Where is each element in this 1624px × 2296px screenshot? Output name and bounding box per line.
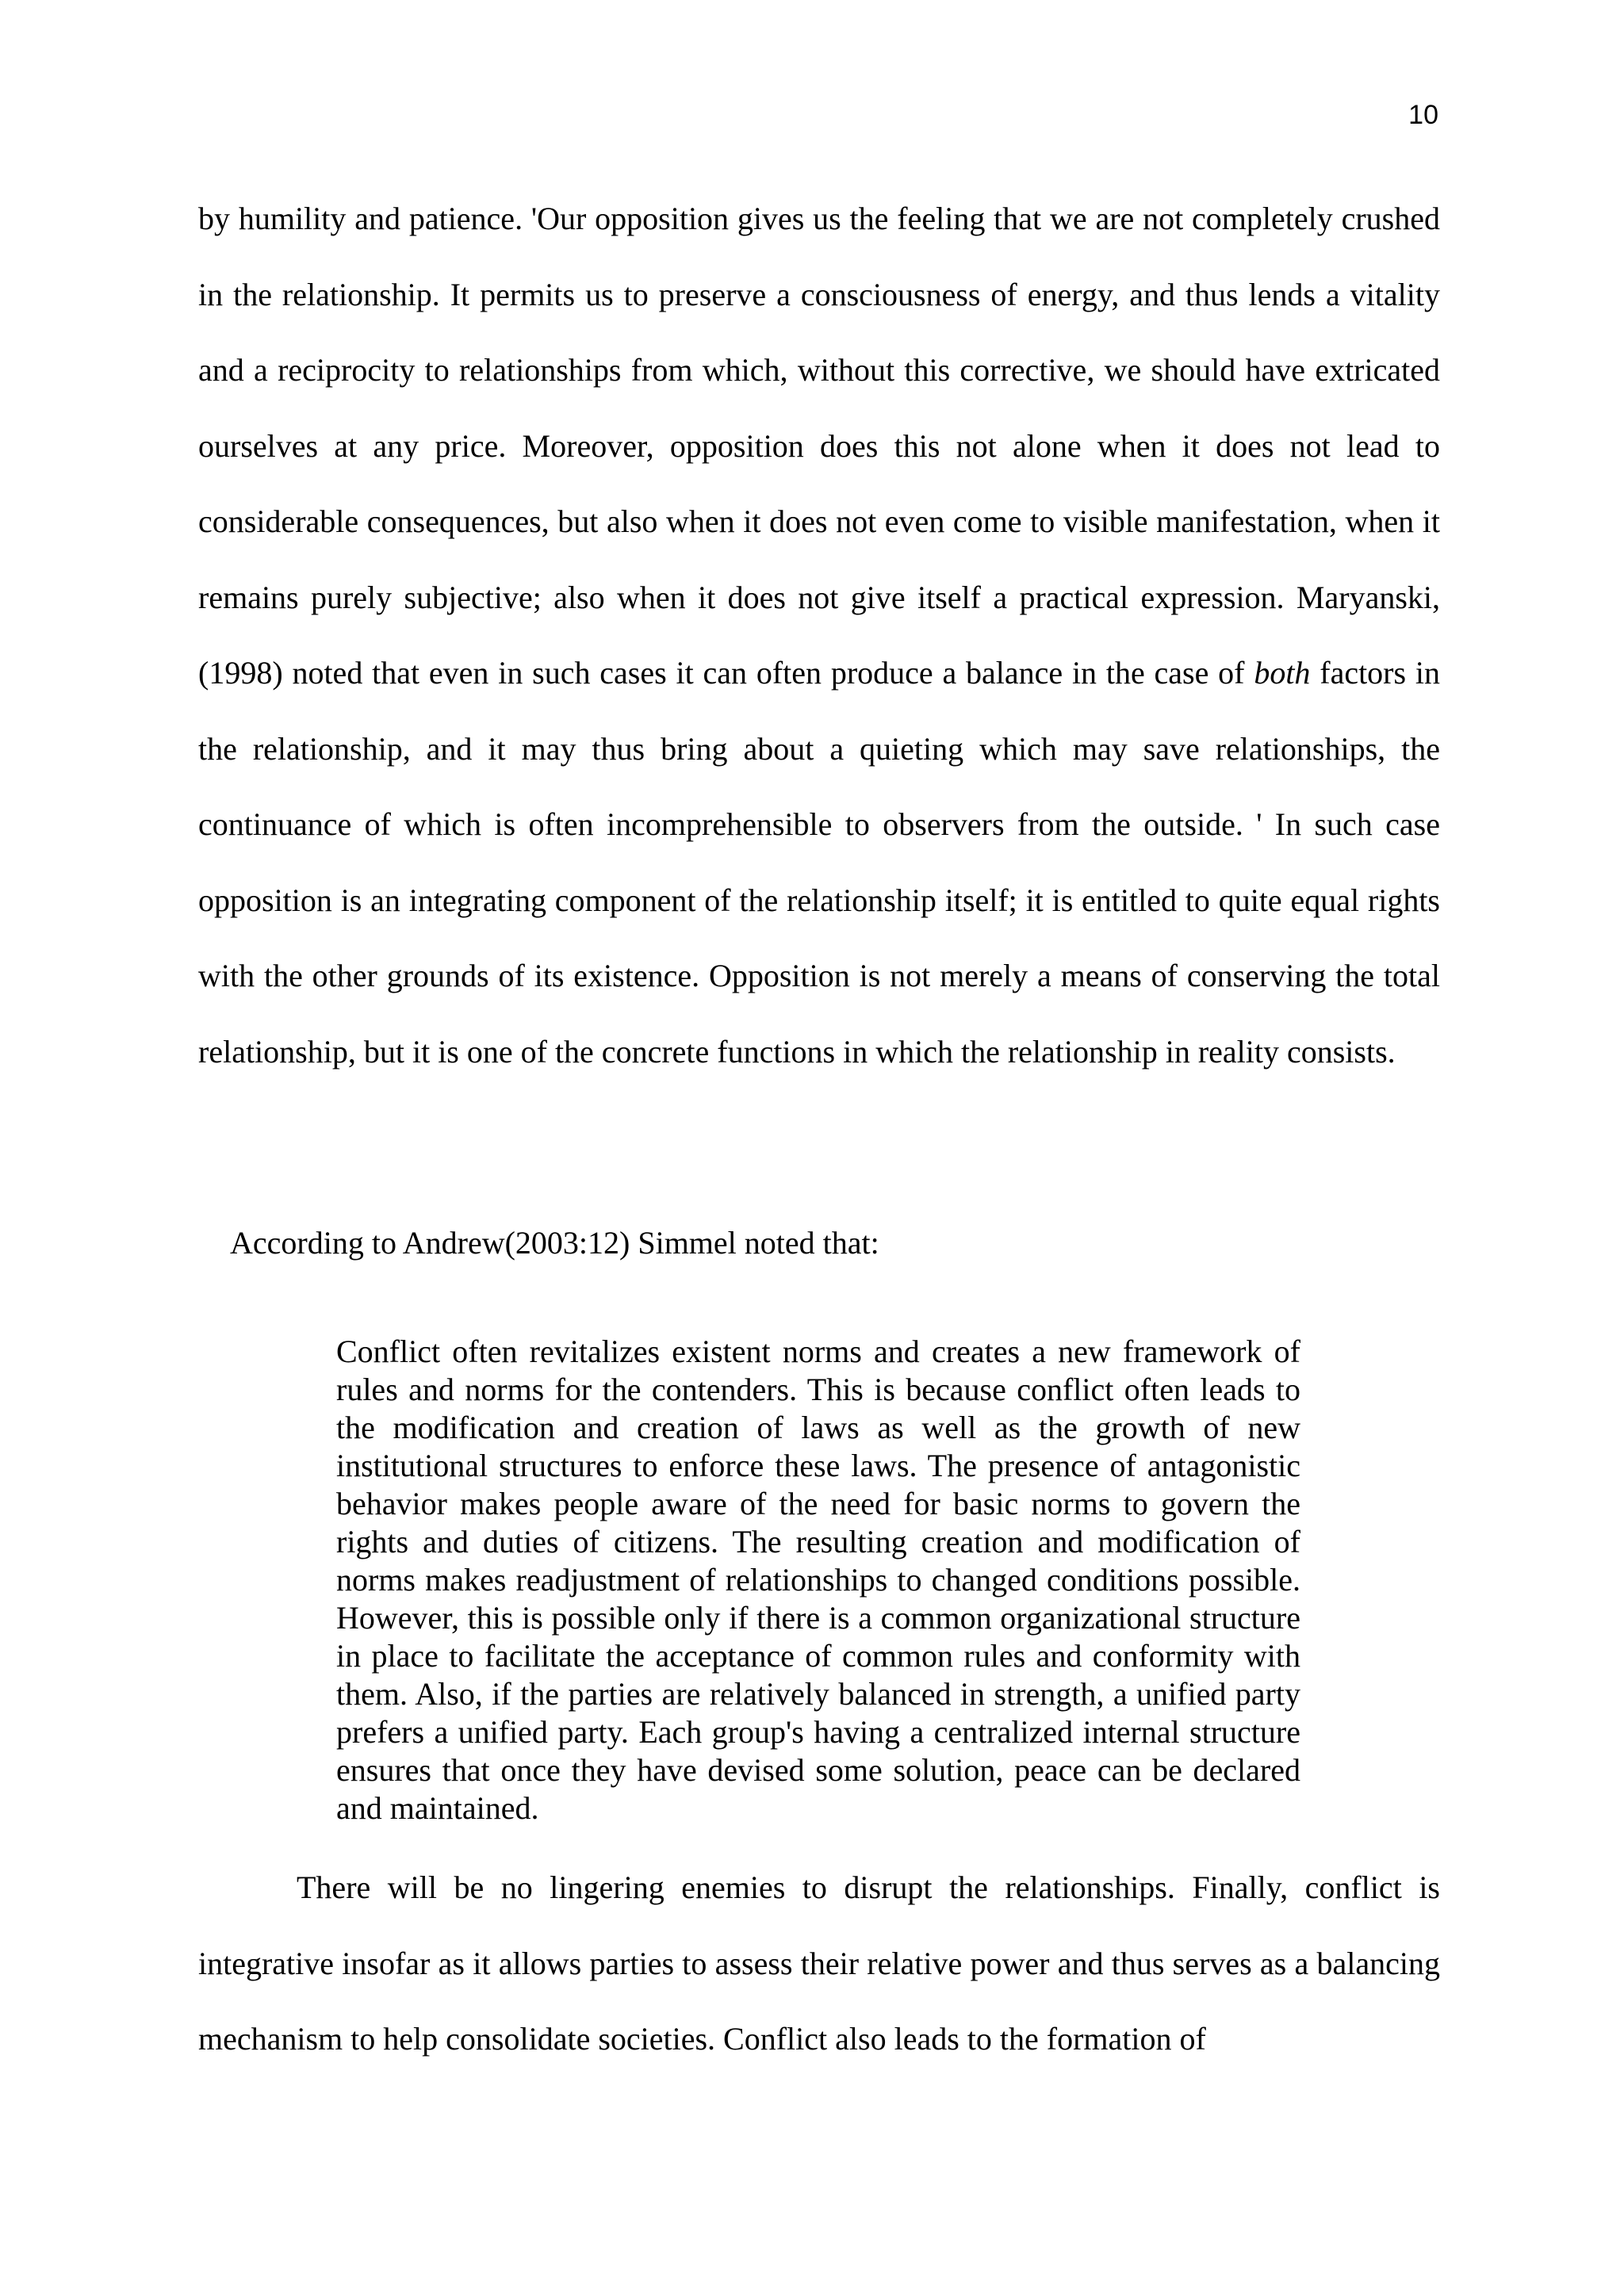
paragraph-1-text-a: by humility and patience. 'Our opposition gives us the feeling that we are not completely crushed in the relationship. It permits us to preserve a consciousness of energy, and thus lends a vitality and a reciprocity to relationships from which, without this corrective, we should have extricated ourselves at any price. Moreover, opposition does this not alone when it does not lead to considerable consequences, but also when it does not even come to visible manifestation, when it remains purely subjective; also when it does not give itself a practical expression. Maryanski, (1998) noted that even in such cases it can often produce a balance in the case of xyxy=(198,201,1440,691)
paragraph-2: There will be no lingering enemies to disrupt the relationships. Finally, conflict is integrative insofar as it allows parties to assess their relative power and thus serves as a balancing mechanism to help consolidate societies. Conflict also leads to the formation of xyxy=(198,1869,1440,2057)
page-number: 10 xyxy=(1408,100,1438,130)
paragraph-1-text-b: factors in the relationship, and it may thus bring about a quieting which may save relationships, the continuance of which is often incomprehensible to observers from the outside. ' In such case opposition is an integrating component of the relationship itself; it is entitled to quite equal rights with the other grounds of its existence. Opposition is not merely a means of conserving the total relationship, but it is one of the concrete functions in which the relationship in reality consists. xyxy=(198,655,1440,1070)
paragraph-1-emphasis: both xyxy=(1254,655,1311,691)
quote-intro: According to Andrew(2003:12) Simmel noted that: xyxy=(230,1225,879,1261)
paragraph-1 xyxy=(198,181,1440,1089)
block-quote: Conflict often revitalizes existent norms and creates a new framework of rules and norms for the contenders. This is because conflict often leads to the modification and creation of laws as well as the growth of new institutional structures to enforce these laws. The presence of antagonistic behavior makes people aware of the need for basic norms to govern the rights and duties of citizens. The resulting creation and modification of norms makes readjustment of relationships to changed conditions possible. However, this is possible only if there is a common organizational structure in place to facilitate the acceptance of common rules and conformity with them. Also, if the parties are relatively balanced in strength, a unified party prefers a unified party. Each group's having a centralized internal structure ensures that once they have devised some solution, peace can be declared and maintained. xyxy=(336,1334,1300,1826)
